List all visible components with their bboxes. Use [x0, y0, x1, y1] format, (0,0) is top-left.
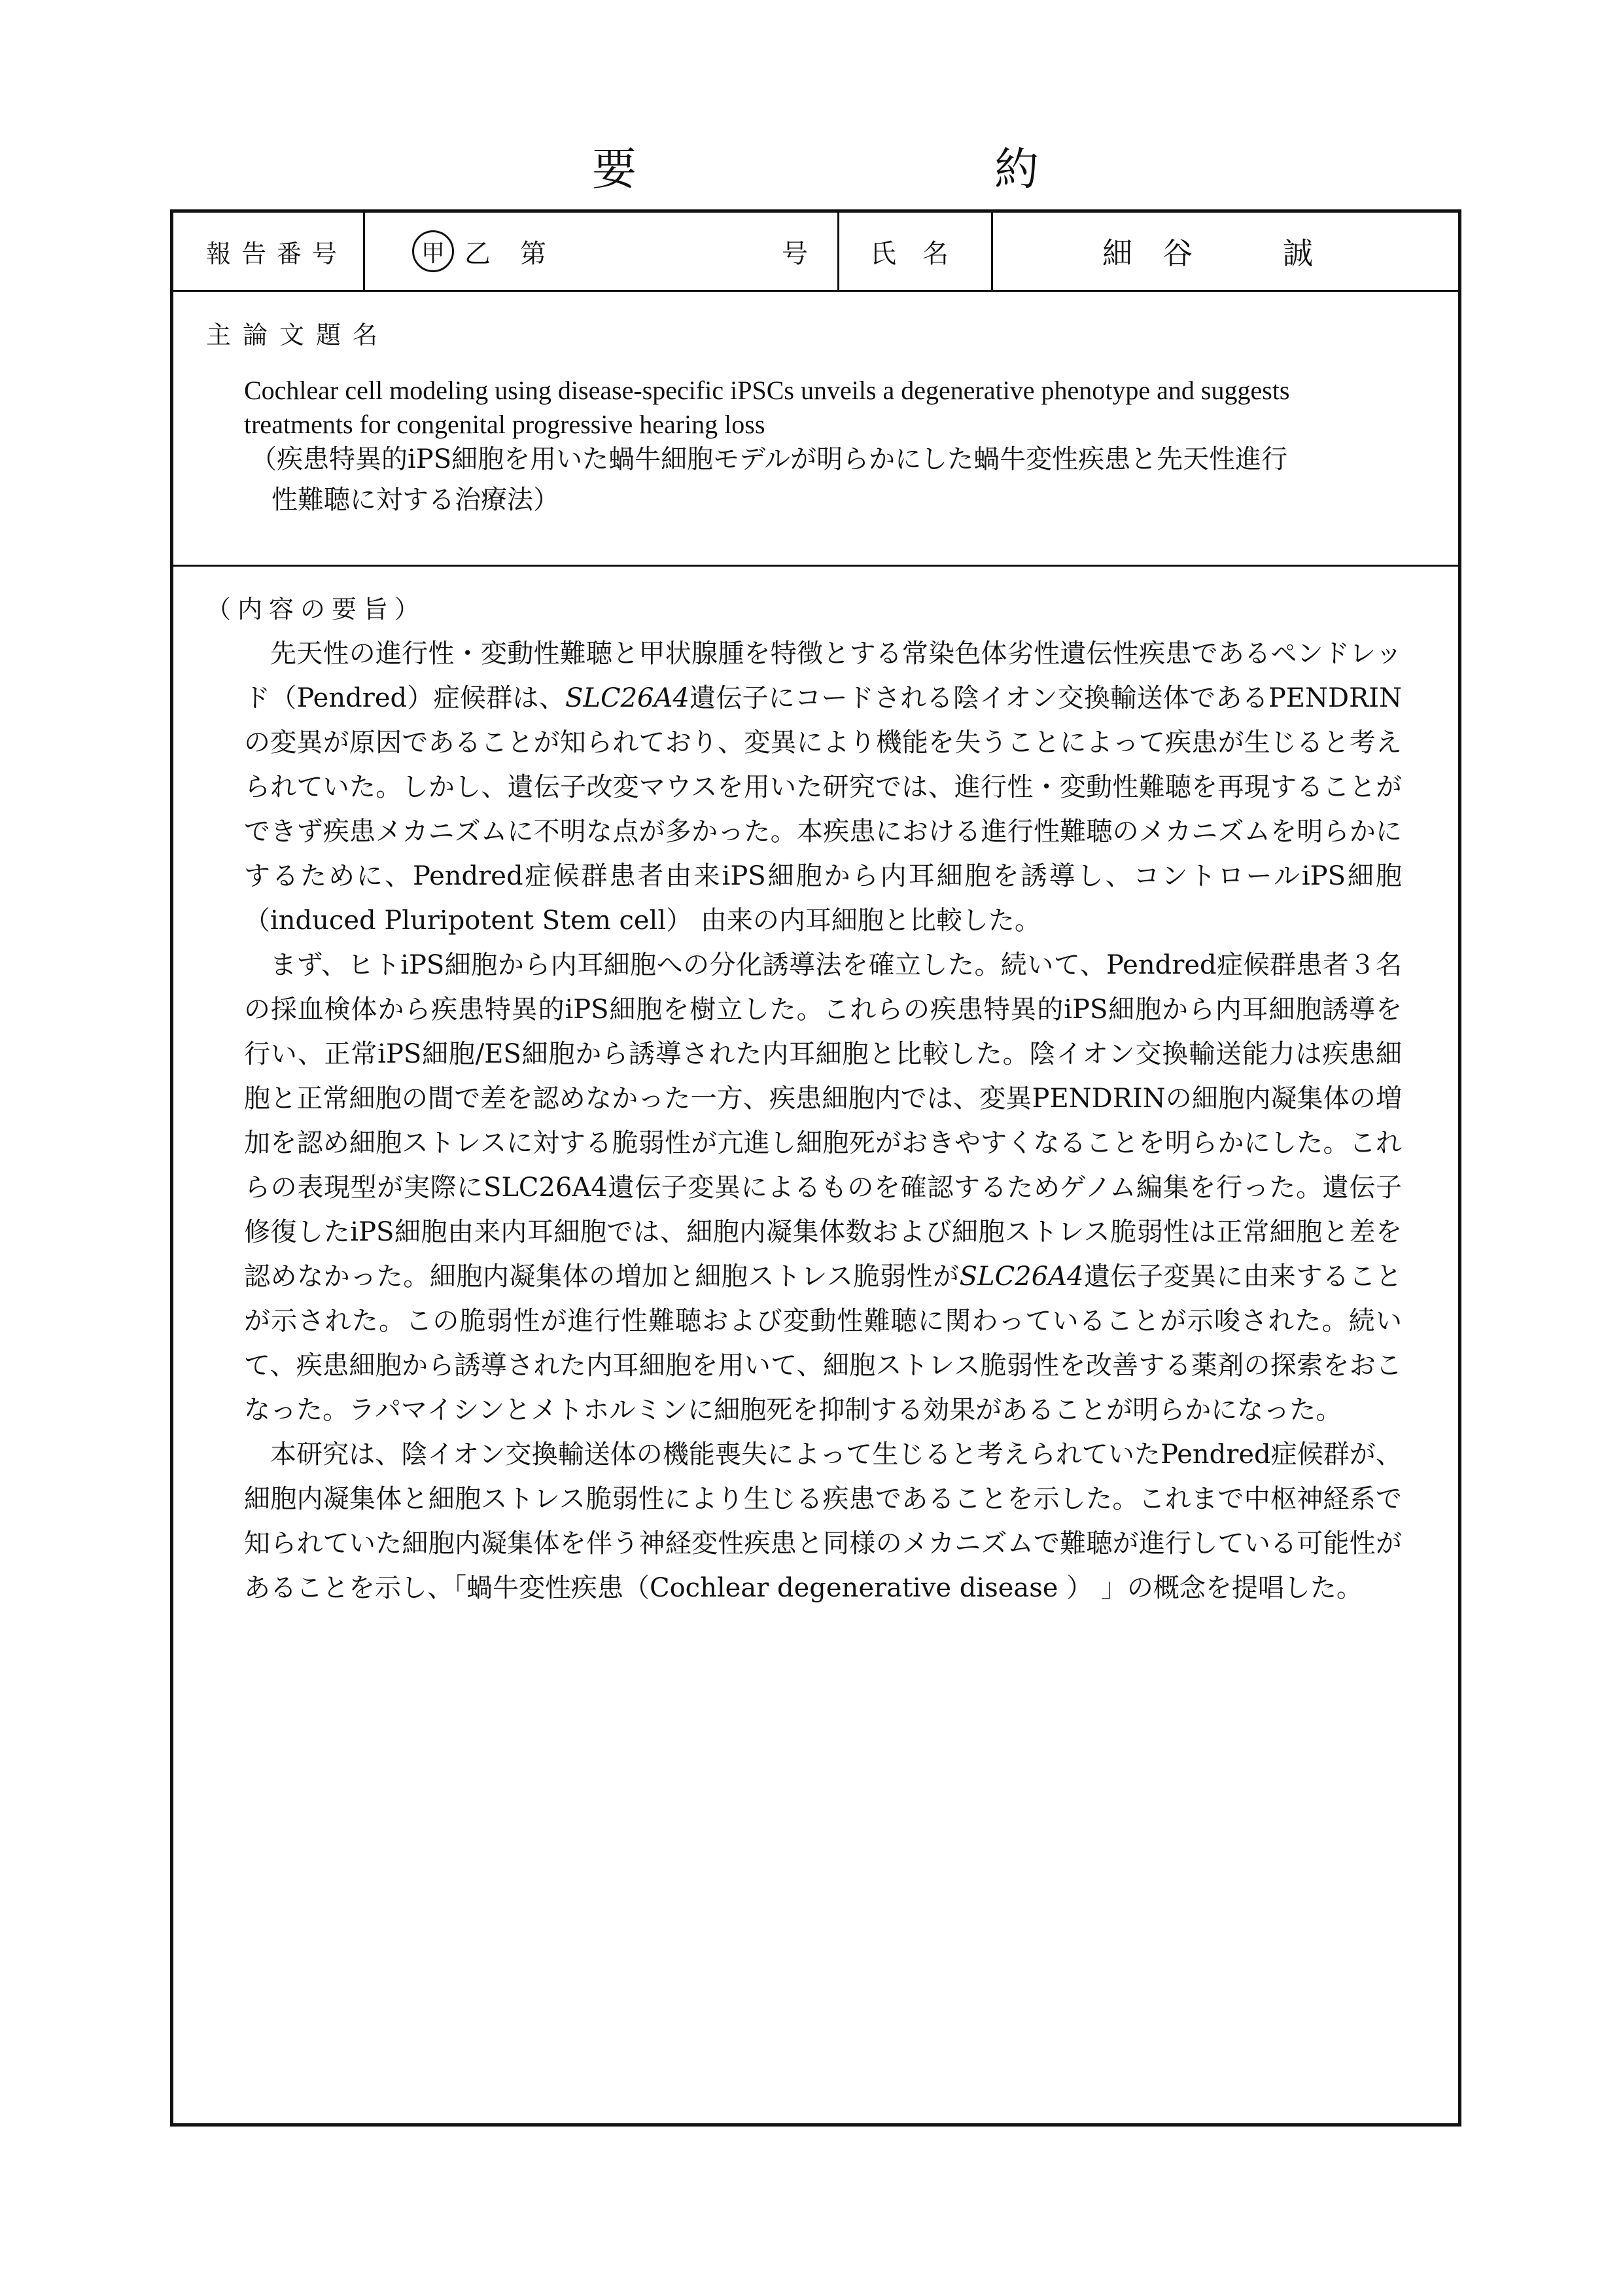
thesis-heading: 主論文題名 [206, 321, 390, 349]
name-value: 細 谷 誠 [1102, 236, 1313, 271]
divider [837, 213, 839, 290]
title-char-1: 要 [592, 144, 637, 196]
thesis-title-section [173, 290, 1458, 567]
divider [991, 213, 993, 290]
gene-name: SLC26A4 [959, 1262, 1084, 1292]
divider [363, 213, 365, 290]
summary-heading: （内容の要旨） [206, 595, 427, 624]
type-marker [412, 213, 454, 290]
report-number-label: 報告番号 [206, 239, 348, 268]
summary-form [170, 209, 1461, 2127]
summary-paragraph: 本研究は、陰イオン交換輸送体の機能喪失によって生じると考えられていたPendred症候群が、細胞内凝集体と細胞ストレス脆弱性により生じる疾患であることを示した。これまで中枢神経系で知られていた細胞内凝集体を伴う神経変性疾患と同様のメカニズムで難聴が進行している可能性があることを示し、「蝸牛変性疾患（Cochlear degenerative disease ） 」の概念を提唱した。 [244, 1439, 1402, 1603]
summary-paragraph: まず、ヒトiPS細胞から内耳細胞への分化誘導法を確立した。続いて、Pendred症候群患者３名の採血検体から疾患特異的iPS細胞を樹立した。これらの疾患特異的iPS細胞から内耳細胞誘導を行い、正常iPS細胞/ES細胞から誘導された内耳細胞と比較した。陰イオン交換輸送能力は疾患細胞と正常細胞の間で差を認めなかった一方、疾患細胞内では、変異PENDRINの細胞内凝集体の増加を認め細胞ストレスに対する脆弱性が亢進し細胞死がおきやすくなることを明らかにした。これらの表現型が実際にSLC26A4遺伝子変異によるものを確認するためゲノム編集を行った。遺伝子修復したiPS細胞由来内耳細胞では、細胞内凝集体数および細胞ストレス脆弱性は正常細胞と差を認めなかった。細胞内凝集体の増加と細胞ストレス脆弱性がSLC26A4遺伝子変異に由来することが示された。この脆弱性が進行性難聴および変動性難聴に関わっていることが示唆された。続いて、疾患細胞から誘導された内耳細胞を用いて、細胞ストレス脆弱性を改善する薬剤の探索をおこなった。ラパマイシンとメトホルミンに細胞死を抑制する効果があることが明らかになった。 [244, 950, 1402, 1425]
page-title [0, 137, 1623, 203]
ko-circled: 甲 [412, 230, 454, 272]
gene-name: SLC26A4 [565, 683, 689, 713]
thesis-title-ja [251, 439, 1363, 520]
thesis-title-ja-line2: 性難聴に対する治療法） [271, 485, 559, 515]
name-label: 氏 名 [870, 238, 949, 269]
go-text: 号 [782, 238, 808, 269]
summary-paragraph: 先天性の進行性・変動性難聴と甲状腺腫を特徴とする常染色体劣性遺伝性疾患であるペンドレッド（Pendred）症候群は、SLC26A4遺伝子にコードされる陰イオン交換輸送体であるPENDRINの変異が原因であることが知られており、変異により機能を失うことによって疾患が生じると考えられていた。しかし、遺伝子改変マウスを用いた研究では、進行性・変動性難聴を再現することができず疾患メカニズムに不明な点が多かった。本疾患における進行性難聴のメカニズムを明らかにするために、Pendred症候群患者由来iPS細胞から内耳細胞を誘導し、コントロールiPS細胞（induced Pluripotent Stem cell） 由来の内耳細胞と比較した。 [244, 639, 1402, 936]
summary-body [244, 631, 1402, 1610]
title-char-2: 約 [994, 144, 1039, 196]
thesis-title-ja-line1: （疾患特異的iPS細胞を用いた蝸牛細胞モデルが明らかにした蝸牛変性疾患と先天性進行 [251, 444, 1288, 474]
otsu-text: 乙 [464, 238, 491, 269]
header-row [173, 213, 1458, 292]
thesis-title-en: Cochlear cell modeling using disease-specific iPSCs unveils a degenerative phenotype and suggests treatments for congenital progressive hearing loss [244, 376, 1290, 439]
dai-text: 第 [520, 238, 546, 269]
